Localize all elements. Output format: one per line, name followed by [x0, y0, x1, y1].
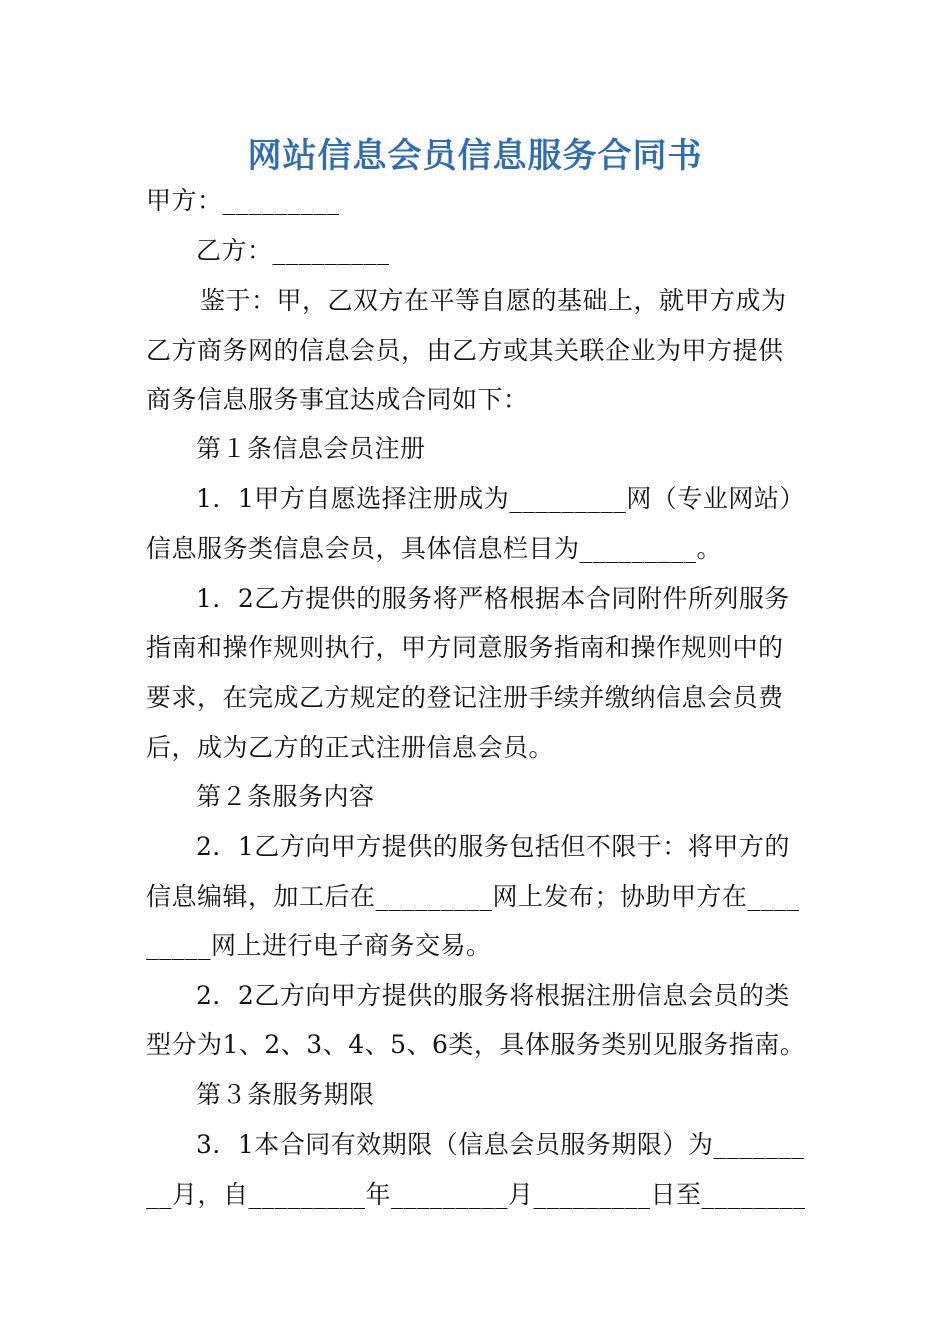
paragraph-line: 2．2乙方向甲方提供的服务将根据注册信息会员的类 [196, 981, 790, 1010]
section-heading: 第３条服务期限 [196, 1080, 375, 1109]
paragraph-line: 商务信息服务事宜达成合同如下： [146, 385, 529, 414]
paragraph-line: 鉴于：甲，乙双方在平等自愿的基础上，就甲方成为 [200, 286, 787, 315]
section-heading: 第２条服务内容 [196, 782, 375, 811]
paragraph-line: __月，自_________年_________月_________日至________ [146, 1180, 806, 1209]
paragraph-line: 后，成为乙方的正式注册信息会员。 [146, 733, 555, 762]
party-b-line: 乙方：_________ [196, 236, 390, 265]
paragraph-line: 3．1本合同有效期限（信息会员服务期限）为_______ [196, 1130, 805, 1159]
paragraph-line: 1．2乙方提供的服务将严格根据本合同附件所列服务 [196, 584, 790, 613]
document-title: 网站信息会员信息服务合同书 [247, 136, 703, 176]
paragraph-line: 2．1乙方向甲方提供的服务包括但不限于：将甲方的 [196, 832, 790, 861]
paragraph-line: 型分为1、2、3、4、5、6类，具体服务类别见服务指南。 [146, 1030, 806, 1059]
section-heading: 第１条信息会员注册 [196, 434, 426, 463]
paragraph-line: 指南和操作规则执行，甲方同意服务指南和操作规则中的 [146, 633, 784, 662]
paragraph-line: 1．1甲方自愿选择注册成为_________网（专业网站） [196, 484, 805, 513]
paragraph-line: 信息编辑，加工后在_________网上发布；协助甲方在____ [146, 882, 800, 911]
paragraph-line: 要求，在完成乙方规定的登记注册手续并缴纳信息会员费 [146, 683, 784, 712]
party-a-line: 甲方：_________ [146, 186, 340, 215]
paragraph-line: 乙方商务网的信息会员，由乙方或其关联企业为甲方提供 [146, 336, 784, 365]
paragraph-line: 信息服务类信息会员，具体信息栏目为_________。 [146, 534, 723, 563]
paragraph-line: _____网上进行电子商务交易。 [146, 931, 492, 960]
